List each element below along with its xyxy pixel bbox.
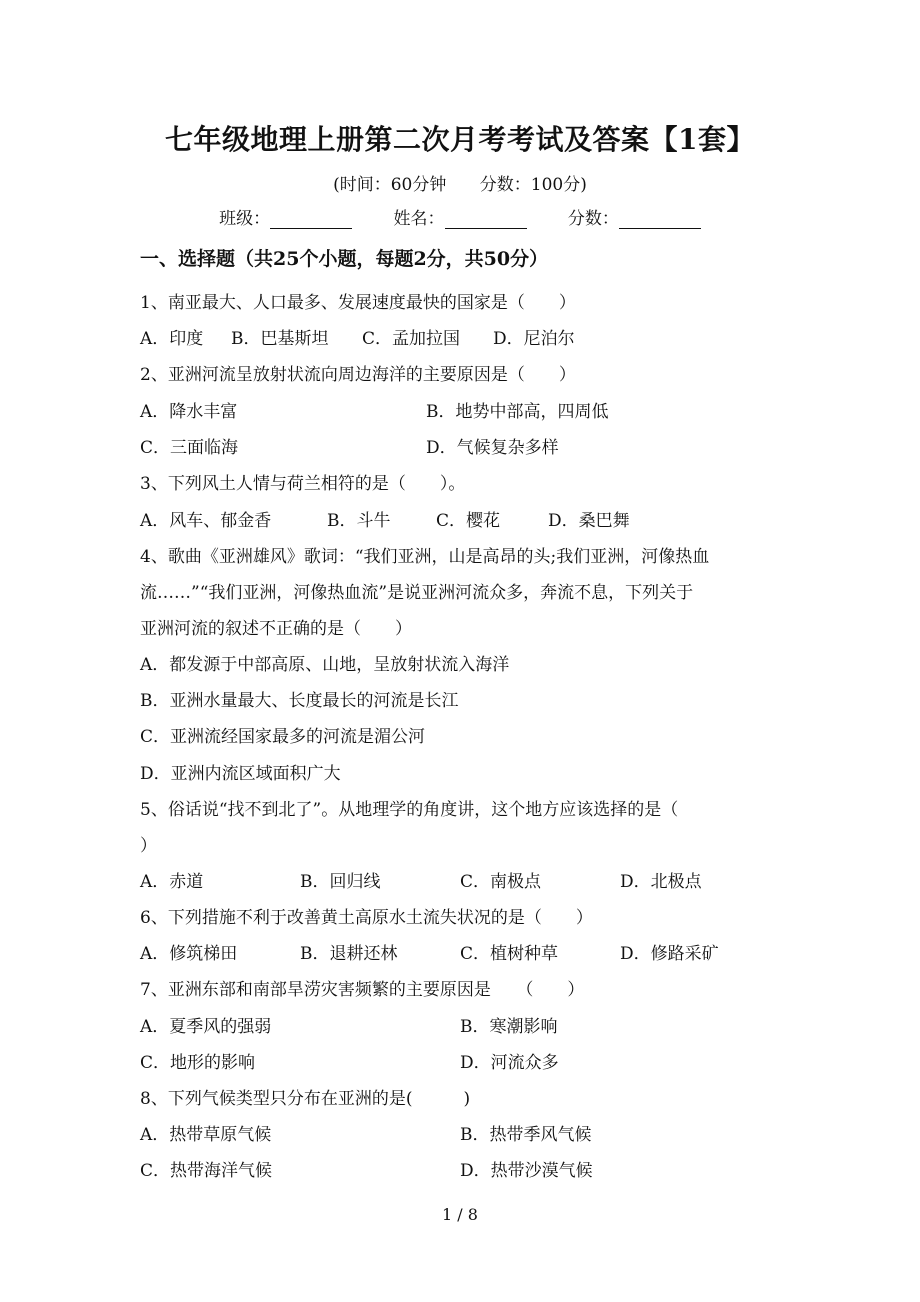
question-5-option-a: A．赤道: [140, 872, 204, 892]
class-label: 班级：: [219, 209, 271, 229]
question-8-option-c: C．热带海洋气候: [140, 1161, 273, 1181]
question-3-stem: 3、下列风土人情与荷兰相符的是（ ）。: [140, 474, 466, 494]
question-5-stem-line-2: ）: [140, 836, 157, 856]
question-1-option-c: C．孟加拉国: [362, 329, 461, 349]
score-blank[interactable]: [619, 212, 701, 229]
name-label: 姓名：: [393, 209, 445, 229]
question-3-option-b: B．斗牛: [327, 511, 391, 531]
question-1-stem: 1、南亚最大、人口最多、发展速度最快的国家是（ ）: [140, 293, 576, 313]
question-6-option-a: A．修筑梯田: [140, 944, 238, 964]
question-5-option-d: D．北极点: [620, 872, 702, 892]
question-7-option-a: A．夏季风的强弱: [140, 1017, 272, 1037]
question-2-option-a: A．降水丰富: [140, 402, 238, 422]
question-4-option-b: B．亚洲水量最大、长度最长的河流是长江: [140, 691, 459, 711]
question-4-stem-line-1: 4、歌曲《亚洲雄风》歌词：“我们亚洲，山是高昂的头;我们亚洲，河像热血: [140, 547, 710, 567]
page-title: 七年级地理上册第二次月考考试及答案【1套】: [165, 123, 755, 156]
class-field: [219, 204, 352, 229]
question-4-stem-line-3: 亚洲河流的叙述不正确的是（ ）: [140, 619, 412, 639]
question-2-option-c: C．三面临海: [140, 438, 239, 458]
question-5-stem-line-1: 5、俗话说“找不到北了”。从地理学的角度讲，这个地方应该选择的是（: [140, 800, 679, 820]
question-2-stem: 2、亚洲河流呈放射状流向周边海洋的主要原因是（ ）: [140, 365, 576, 385]
score-info: 分数：100分): [479, 175, 587, 195]
score-field: [568, 204, 701, 229]
question-6-stem: 6、下列措施不利于改善黄土高原水土流失状况的是（ ）: [140, 908, 593, 928]
section-heading: 一、选择题（共25个小题，每题2分，共50分）: [140, 248, 549, 270]
question-1-option-d: D．尼泊尔: [493, 329, 575, 349]
score-label: 分数：: [567, 209, 619, 229]
question-6-option-c: C．植树种草: [460, 944, 559, 964]
question-1-option-a: A．印度: [140, 329, 204, 349]
question-4-option-d: D．亚洲内流区域面积广大: [140, 764, 341, 784]
question-7-option-c: C．地形的影响: [140, 1053, 256, 1073]
question-3-option-d: D．桑巴舞: [548, 511, 630, 531]
question-4-stem-line-2: 流……”“我们亚洲，河像热血流”是说亚洲河流众多，奔流不息，下列关于: [140, 583, 694, 603]
question-7-option-b: B．寒潮影响: [460, 1017, 558, 1037]
exam-info: [0, 170, 920, 195]
question-8-option-d: D．热带沙漠气候: [460, 1161, 593, 1181]
question-8-option-a: A．热带草原气候: [140, 1125, 272, 1145]
question-7-stem: 7、亚洲东部和南部旱涝灾害频繁的主要原因是 （ ）: [140, 980, 585, 1000]
question-8-stem: 8、下列气候类型只分布在亚洲的是( ): [140, 1089, 471, 1109]
question-6-option-d: D．修路采矿: [620, 944, 719, 964]
question-8-option-b: B．热带季风气候: [460, 1125, 592, 1145]
question-5-option-c: C．南极点: [460, 872, 542, 892]
student-info-fields: [0, 204, 920, 229]
class-blank[interactable]: [270, 212, 352, 229]
question-7-option-d: D．河流众多: [460, 1053, 559, 1073]
question-3-option-c: C．樱花: [436, 511, 501, 531]
question-1-option-b: B．巴基斯坦: [231, 329, 329, 349]
question-4-option-c: C．亚洲流经国家最多的河流是湄公河: [140, 727, 426, 747]
name-field: [394, 204, 527, 229]
question-6-option-b: B．退耕还林: [300, 944, 398, 964]
page-number: 1 / 8: [442, 1205, 478, 1224]
name-blank[interactable]: [445, 212, 527, 229]
question-2-option-b: B．地势中部高，四周低: [426, 402, 609, 422]
question-3-option-a: A．风车、郁金香: [140, 511, 272, 531]
question-2-option-d: D．气候复杂多样: [426, 438, 559, 458]
question-4-option-a: A．都发源于中部高原、山地，呈放射状流入海洋: [140, 655, 510, 675]
time-info: (时间：60分钟: [333, 175, 447, 195]
question-5-option-b: B．回归线: [300, 872, 381, 892]
